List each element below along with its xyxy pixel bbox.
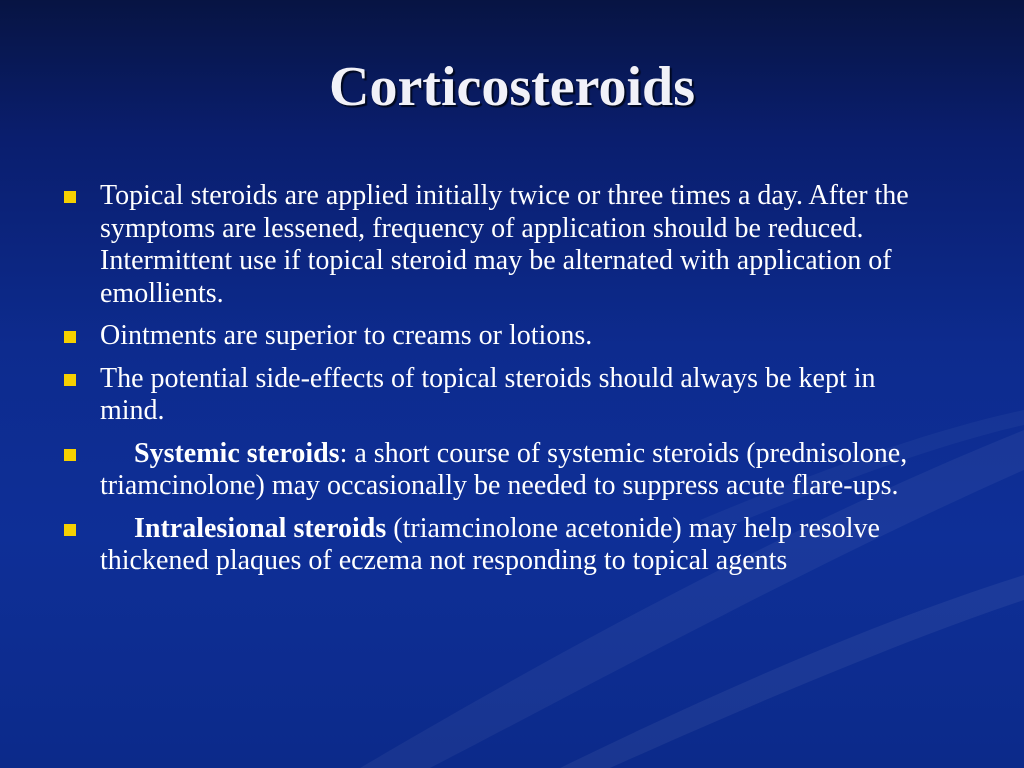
bullet-square-icon [64, 331, 76, 343]
bullet-item [62, 320, 942, 353]
bullet-square-icon [64, 449, 76, 461]
slide-title: Corticosteroids [329, 56, 695, 118]
bullet-text: : a short course of systemic steroids (prednisolone, triamcinolone) may occasionally be needed to suppress acute flare-ups. [100, 437, 908, 501]
bullet-item [62, 513, 942, 578]
bullet-bold-term: Intralesional steroids [134, 512, 387, 544]
bullet-list [62, 180, 942, 588]
bullet-item [62, 180, 942, 310]
bullet-text: Topical steroids are applied initially twice or three times a day. After the symptoms are lessened, frequency of application should be reduced. Intermittent use if topical steroid may be alternated with application of emollients. [100, 180, 909, 309]
bullet-square-icon [64, 374, 76, 386]
bullet-text: The potential side-effects of topical steroids should always be kept in mind. [100, 362, 876, 426]
bullet-text: (triamcinolone acetonide) may help resolve thickened plaques of eczema not responding to topical agents [100, 512, 880, 576]
bullet-item [62, 438, 942, 503]
bullet-square-icon [64, 524, 76, 536]
bullet-bold-term: Systemic steroids [134, 437, 340, 469]
bullet-item [62, 363, 942, 428]
bullet-square-icon [64, 191, 76, 203]
bullet-text: Ointments are superior to creams or lotions. [100, 320, 593, 351]
